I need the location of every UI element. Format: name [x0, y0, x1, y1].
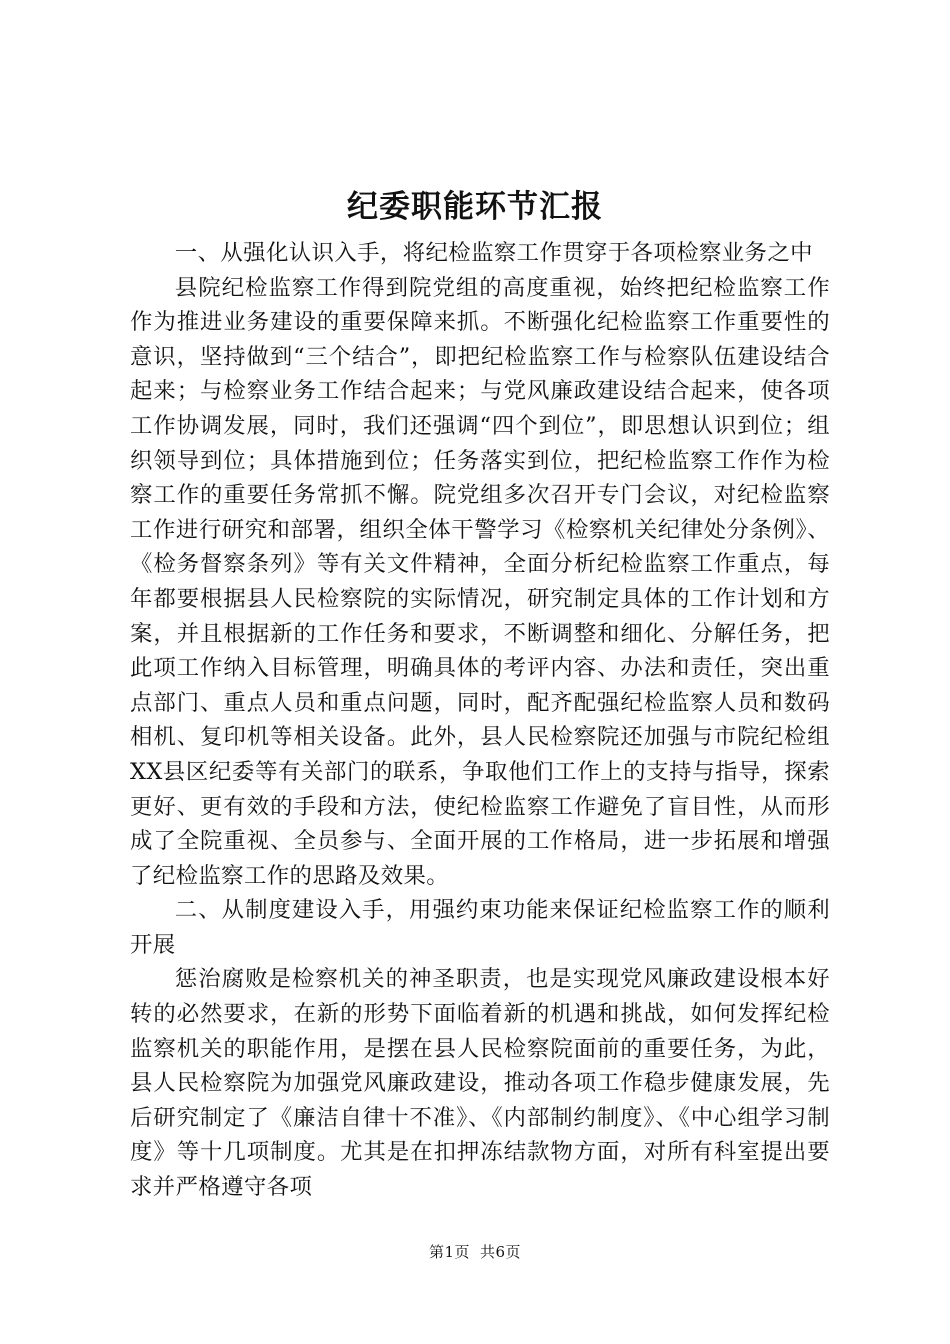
- page-total: 共6页: [480, 1243, 522, 1261]
- body-paragraph-1: 县院纪检监察工作得到院党组的高度重视，始终把纪检监察工作作为推进业务建设的重要保障来抓。不断强化纪检监察工作重要性的意识，坚持做到“三个结合”，即把纪检监察工作与检察队伍建设结合起来；与检察业务工作结合起来；与党风廉政建设结合起来，使各项工作协调发展，同时，我们还强调“四个到位”，即思想认识到位；组织领导到位；具体措施到位；任务落实到位，把纪检监察工作作为检察工作的重要任务常抓不懈。院党组多次召开专门会议，对纪检监察工作进行研究和部署，组织全体干警学习《检察机关纪律处分条例》、《检务督察条列》等有关文件精神，全面分析纪检监察工作重点，每年都要根据县人民检察院的实际情况，研究制定具体的工作计划和方案，并且根据新的工作任务和要求，不断调整和细化、分解任务，把此项工作纳入目标管理，明确具体的考评内容、办法和责任，突出重点部门、重点人员和重点问题，同时，配齐配强纪检监察人员和数码相机、复印机等相关设备。此外，县人民检察院还加强与市院纪检组XX县区纪委等有关部门的联系，争取他们工作上的支持与指导，探索更好、更有效的手段和方法，使纪检监察工作避免了盲目性，从而形成了全院重视、全员参与、全面开展的工作格局，进一步拓展和增强了纪检监察工作的思路及效果。: [130, 274, 830, 889]
- document-body: [130, 236, 830, 1205]
- document-title: 纪委职能环节汇报: [347, 189, 603, 225]
- section-heading-1: 一、从强化认识入手，将纪检监察工作贯穿于各项检察业务之中: [174, 240, 813, 266]
- page-footer: [0, 1241, 950, 1263]
- body-paragraph-2: 惩治腐败是检察机关的神圣职责，也是实现党风廉政建设根本好转的必然要求，在新的形势下面临着新的机遇和挑战，如何发挥纪检监察机关的职能作用，是摆在县人民检察院面前的重要任务，为此，县人民检察院为加强党风廉政建设，推动各项工作稳步健康发展，先后研究制定了《廉洁自律十不准》、《内部制约制度》、《中心组学习制度》等十几项制度。尤其是在扣押冻结款物方面，对所有科室提出要求并严格遵守各项: [130, 966, 830, 1201]
- section-heading-2: 二、从制度建设入手，用强约束功能来保证纪检监察工作的顺利开展: [130, 897, 830, 958]
- page-number: 第1页: [428, 1243, 470, 1261]
